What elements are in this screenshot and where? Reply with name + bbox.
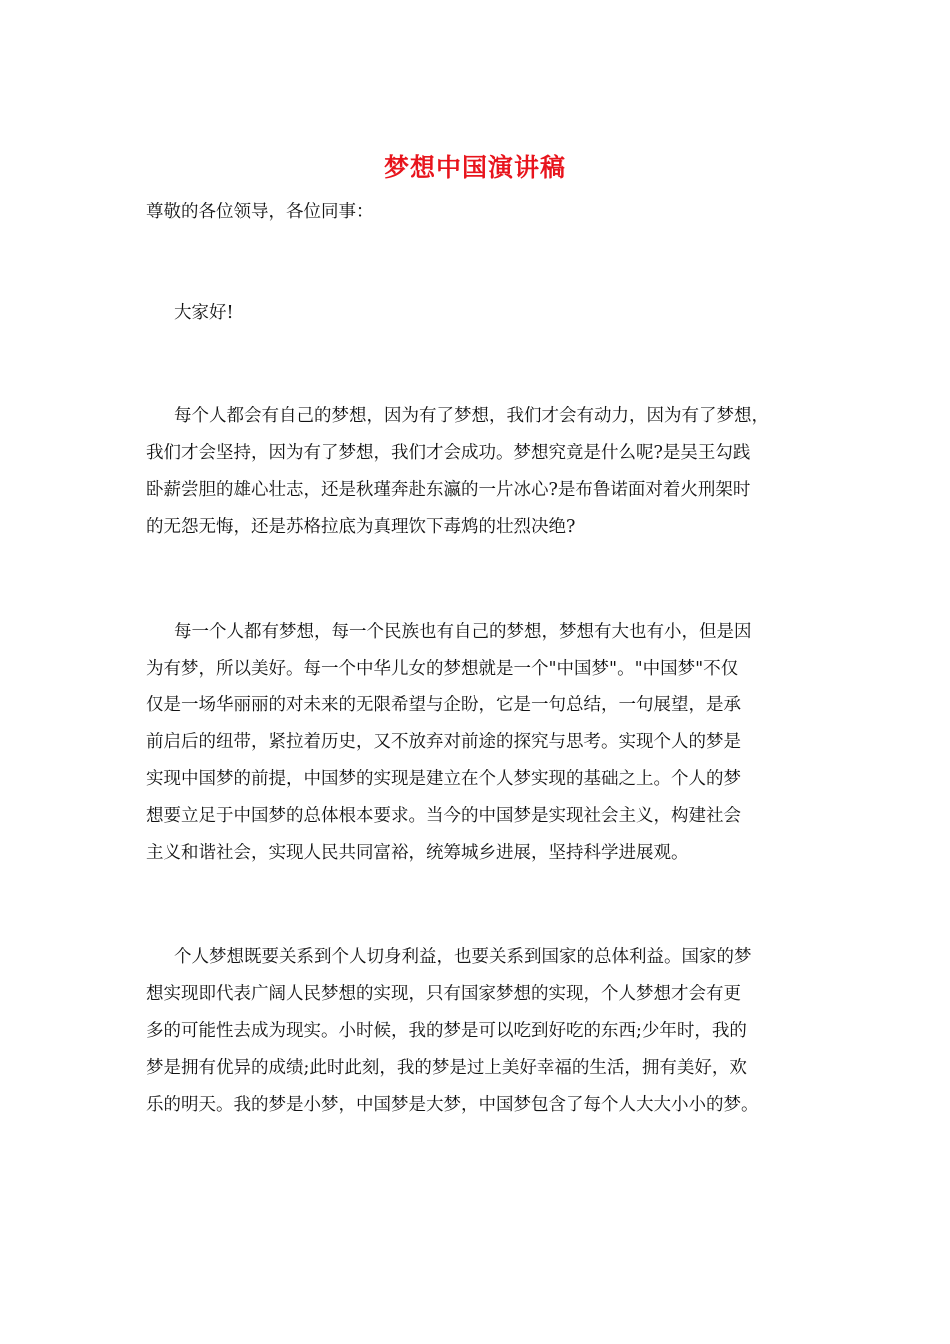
document-title: 梦想中国演讲稿 <box>383 153 566 182</box>
paragraph-3-line-1: 个人梦想既要关系到个人切身利益，也要关系到国家的总体利益。国家的梦 <box>174 947 752 967</box>
salutation: 尊敬的各位领导，各位同事： <box>146 202 374 222</box>
paragraph-2-line-1: 每一个人都有梦想，每一个民族也有自己的梦想，梦想有大也有小，但是因 <box>174 622 752 642</box>
paragraph-1-line-4: 的无怨无悔，还是苏格拉底为真理饮下毒鸩的壮烈决绝? <box>146 517 576 537</box>
paragraph-2-line-3: 仅是一场华丽丽的对未来的无限希望与企盼，它是一句总结，一句展望，是承 <box>146 695 741 715</box>
paragraph-2-line-4: 前启后的纽带，紧拉着历史，又不放弃对前途的探究与思考。实现个人的梦是 <box>146 732 741 752</box>
paragraph-3-line-4: 梦是拥有优异的成绩;此时此刻，我的梦是过上美好幸福的生活，拥有美好，欢 <box>146 1058 747 1078</box>
paragraph-1-line-1: 每个人都会有自己的梦想，因为有了梦想，我们才会有动力，因为有了梦想， <box>174 406 769 426</box>
paragraph-2-line-2: 为有梦，所以美好。每一个中华儿女的梦想就是一个"中国梦"。"中国梦"不仅 <box>146 659 739 679</box>
paragraph-3-line-5: 乐的明天。我的梦是小梦，中国梦是大梦，中国梦包含了每个人大大小小的梦。 <box>146 1095 759 1115</box>
paragraph-2-line-5: 实现中国梦的前提，中国梦的实现是建立在个人梦实现的基础之上。个人的梦 <box>146 769 741 789</box>
paragraph-2-line-6: 想要立足于中国梦的总体根本要求。当今的中国梦是实现社会主义，构建社会 <box>146 806 741 826</box>
paragraph-1-line-2: 我们才会坚持，因为有了梦想，我们才会成功。梦想究竟是什么呢?是吴王勾践 <box>146 443 751 463</box>
greeting: 大家好! <box>174 303 234 323</box>
paragraph-3-line-2: 想实现即代表广阔人民梦想的实现，只有国家梦想的实现，个人梦想才会有更 <box>146 984 741 1004</box>
paragraph-2-line-7: 主义和谐社会，实现人民共同富裕，统筹城乡进展，坚持科学进展观。 <box>146 843 689 863</box>
paragraph-3-line-3: 多的可能性去成为现实。小时候，我的梦是可以吃到好吃的东西;少年时，我的 <box>146 1021 747 1041</box>
paragraph-1-line-3: 卧薪尝胆的雄心壮志，还是秋瑾奔赴东瀛的一片冰心?是布鲁诺面对着火刑架时 <box>146 480 751 500</box>
